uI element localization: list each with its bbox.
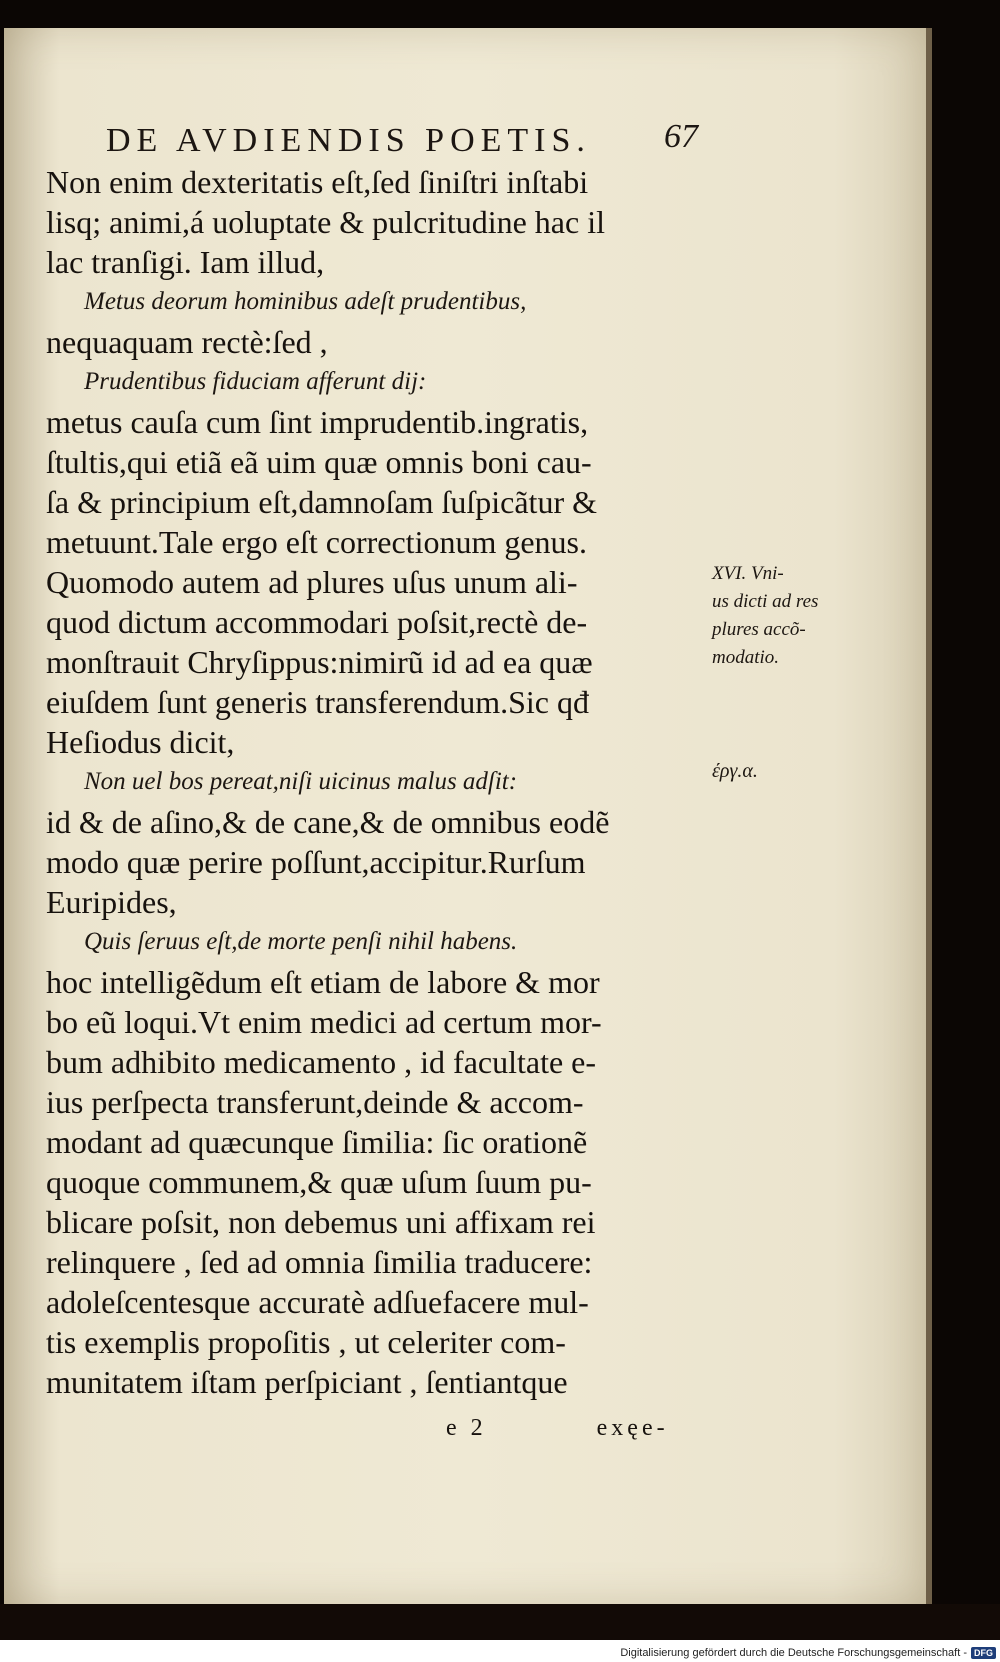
text-line: modo quæ perire poſſunt,accipitur.Rurſum	[46, 844, 586, 880]
text-line: adoleſcentesque accuratè adſuefacere mul-	[46, 1284, 589, 1320]
text-line: monſtrauit Chryſippus:nimirũ id ad ea quæ	[46, 644, 593, 680]
body-text	[46, 162, 706, 1448]
text-line: Non enim dexteritatis eſt,ſed ſiniſtri inſtabi	[46, 164, 589, 200]
quoted-verse-line: Quis ſeruus eſt,de morte penſi nihil habens.	[84, 928, 518, 955]
running-head: DE AVDIENDIS POETIS.	[106, 122, 591, 159]
text-line: hoc intelligẽdum eſt etiam de labore & mor	[46, 964, 600, 1000]
quoted-verse-line: Metus deorum hominibus adeſt prudentibus,	[84, 288, 527, 315]
text-line: blicare poſsit, non debemus uni affixam rei	[46, 1204, 596, 1240]
text-line: tis exemplis propoſitis , ut celeriter com-	[46, 1324, 566, 1360]
text-line: quoque communem,& quæ uſum ſuum pu-	[46, 1164, 592, 1200]
signature-line	[46, 1408, 706, 1448]
margin-note	[712, 560, 862, 672]
margin-note-line: modatio.	[712, 647, 780, 668]
signature-mark: e 2	[446, 1415, 487, 1441]
catchword: exęe-	[596, 1415, 669, 1441]
text-line: metus cauſa cum ſint imprudentib.ingratis,	[46, 404, 589, 440]
page-edge	[926, 28, 932, 1604]
text-line: bo eũ loqui.Vt enim medici ad certum mor-	[46, 1004, 602, 1040]
margin-note-line: plures accõ-	[712, 619, 806, 640]
text-line: lisq; animi,á uoluptate & pulcritudine hac il	[46, 204, 605, 240]
text-line: id & de aſino,& de cane,& de omnibus eodẽ	[46, 804, 610, 840]
margin-reference: έργ.α.	[712, 760, 758, 782]
text-line: Quomodo autem ad plures uſus unum ali-	[46, 564, 578, 600]
quoted-verse-line: Non uel bos pereat,niſi uicinus malus adſit:	[84, 768, 518, 795]
text-line: quod dictum accommodari poſsit,rectè de-	[46, 604, 588, 640]
text-line: nequaquam rectè:ſed ,	[46, 324, 328, 360]
text-line: relinquere , ſed ad omnia ſimilia traducere:	[46, 1244, 593, 1280]
dfg-logo: DFG	[971, 1647, 996, 1659]
text-line: eiuſdem ſunt generis transferendum.Sic qđ	[46, 684, 589, 720]
text-line: bum adhibito medicamento , id facultate e-	[46, 1044, 597, 1080]
footer-credit-text: Digitalisierung gefördert durch die Deutsche Forschungsgemeinschaft -	[620, 1647, 967, 1659]
margin-note-line: XVI. Vni-	[712, 563, 784, 584]
text-line: modant ad quæcunque ſimilia: ſic orationẽ	[46, 1124, 588, 1160]
quoted-verse-line: Prudentibus fiduciam afferunt dij:	[84, 368, 427, 395]
text-line: lac tranſigi. Iam illud,	[46, 244, 325, 280]
page-number: 67	[664, 118, 698, 155]
text-line: metuunt.Tale ergo eſt correctionum genus.	[46, 524, 587, 560]
text-line: Heſiodus dicit,	[46, 724, 235, 760]
text-line: ſtultis,qui etiã eã uim quæ omnis boni cau-	[46, 444, 592, 480]
margin-note-line: us dicti ad res	[712, 591, 819, 612]
scan-bottom-strip	[0, 1604, 1000, 1640]
text-line: ſa & principium eſt,damnoſam ſuſpicãtur &	[46, 484, 597, 520]
footer-credit	[620, 1644, 996, 1662]
text-line: Euripides,	[46, 884, 177, 920]
text-line: ius perſpecta transferunt,deinde & accom-	[46, 1084, 584, 1120]
text-line: munitatem iſtam perſpiciant , ſentiantque	[46, 1364, 568, 1400]
